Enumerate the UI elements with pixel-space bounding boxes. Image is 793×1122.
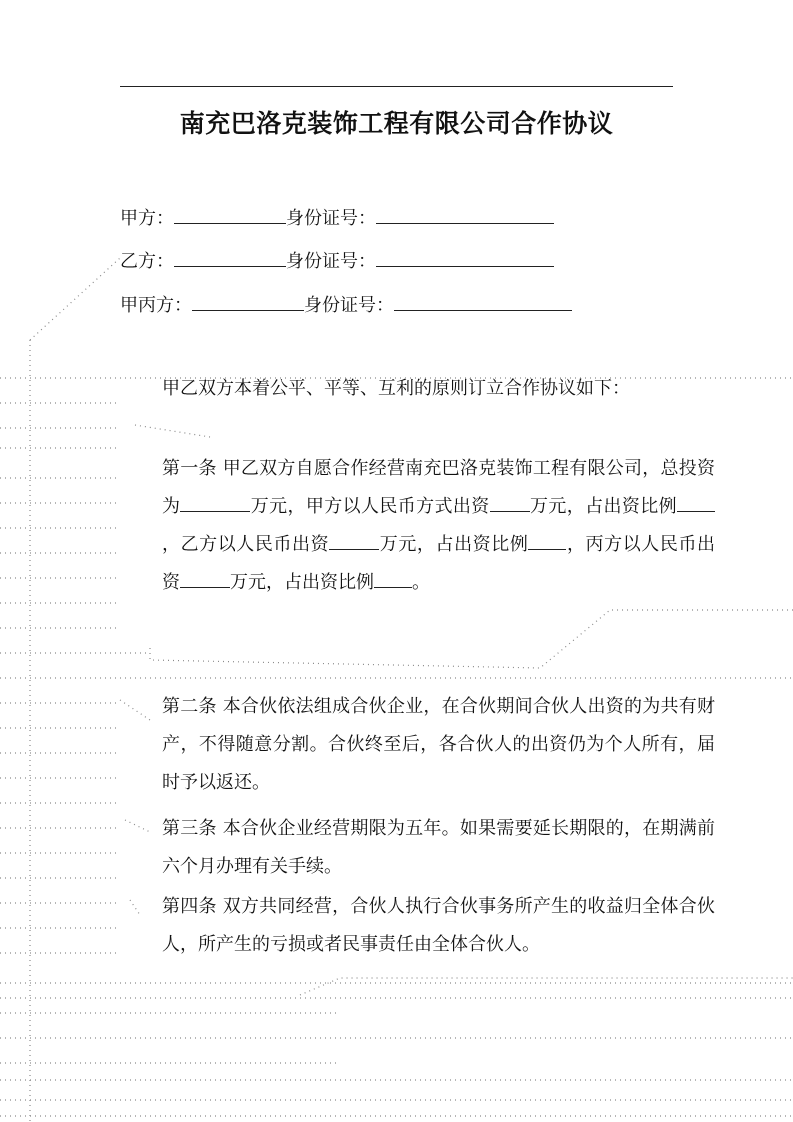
party-a-id-blank[interactable] bbox=[376, 205, 554, 224]
party-a-label: 甲方： bbox=[120, 208, 174, 229]
intro-paragraph: 甲乙双方本着公平、平等、互利的原则订立合作协议如下： bbox=[162, 378, 630, 399]
article-1-text-6: ，丙方以人民币出资 bbox=[162, 534, 716, 593]
party-c-line bbox=[120, 292, 572, 318]
total-investment-blank[interactable] bbox=[180, 495, 250, 512]
document-title: 南充巴洛克装饰工程有限公司合作协议 bbox=[179, 109, 614, 138]
party-a-ratio-blank[interactable] bbox=[677, 495, 715, 512]
party-c-label: 甲丙方： bbox=[120, 295, 192, 316]
party-b-label: 乙方： bbox=[120, 251, 174, 272]
article-1-text-4: ，乙方以人民币出资 bbox=[162, 534, 330, 555]
article-1-text-1: 第一条 甲乙双方自愿合作经营南充巴洛克装饰工程有限公司，总投资为 bbox=[162, 458, 715, 517]
party-c-name-blank[interactable] bbox=[192, 292, 304, 311]
party-a-amount-blank[interactable] bbox=[490, 495, 530, 512]
article-1-text-8: 。 bbox=[412, 572, 430, 593]
party-c-amount-blank[interactable] bbox=[180, 571, 230, 588]
party-a-id-label: 身份证号： bbox=[286, 208, 376, 229]
article-4: 第四条 双方共同经营，合伙人执行合伙事务所产生的收益归全体合伙人，所产生的亏损或者民事责任由全体合伙人。 bbox=[162, 896, 715, 955]
top-rule bbox=[120, 86, 673, 87]
article-1-text-5: 万元，占出资比例 bbox=[379, 534, 529, 555]
party-b-id-blank[interactable] bbox=[376, 248, 554, 267]
article-1-text-7: 万元，占出资比例 bbox=[230, 572, 374, 593]
party-b-ratio-blank[interactable] bbox=[528, 533, 566, 550]
party-c-id-blank[interactable] bbox=[394, 292, 572, 311]
article-1-text-3: 万元，占出资比例 bbox=[529, 496, 677, 517]
party-b-name-blank[interactable] bbox=[174, 248, 286, 267]
article-3: 第三条 本合伙企业经营期限为五年。如果需要延长期限的，在期满前六个月办理有关手续。 bbox=[162, 818, 715, 877]
party-b-id-label: 身份证号： bbox=[286, 251, 376, 272]
party-c-ratio-blank[interactable] bbox=[374, 571, 412, 588]
article-1-text-2: 万元，甲方以人民币方式出资 bbox=[250, 496, 490, 517]
party-a-name-blank[interactable] bbox=[174, 205, 286, 224]
article-1 bbox=[120, 450, 715, 602]
party-a-line bbox=[120, 205, 554, 231]
party-b-amount-blank[interactable] bbox=[329, 533, 379, 550]
party-c-id-label: 身份证号： bbox=[304, 295, 394, 316]
article-2: 第二条 本合伙依法组成合伙企业，在合伙期间合伙人出资的为共有财产，不得随意分割。合伙终至后，各合伙人的出资仍为个人所有，届时予以返还。 bbox=[162, 696, 715, 793]
party-b-line bbox=[120, 248, 554, 274]
